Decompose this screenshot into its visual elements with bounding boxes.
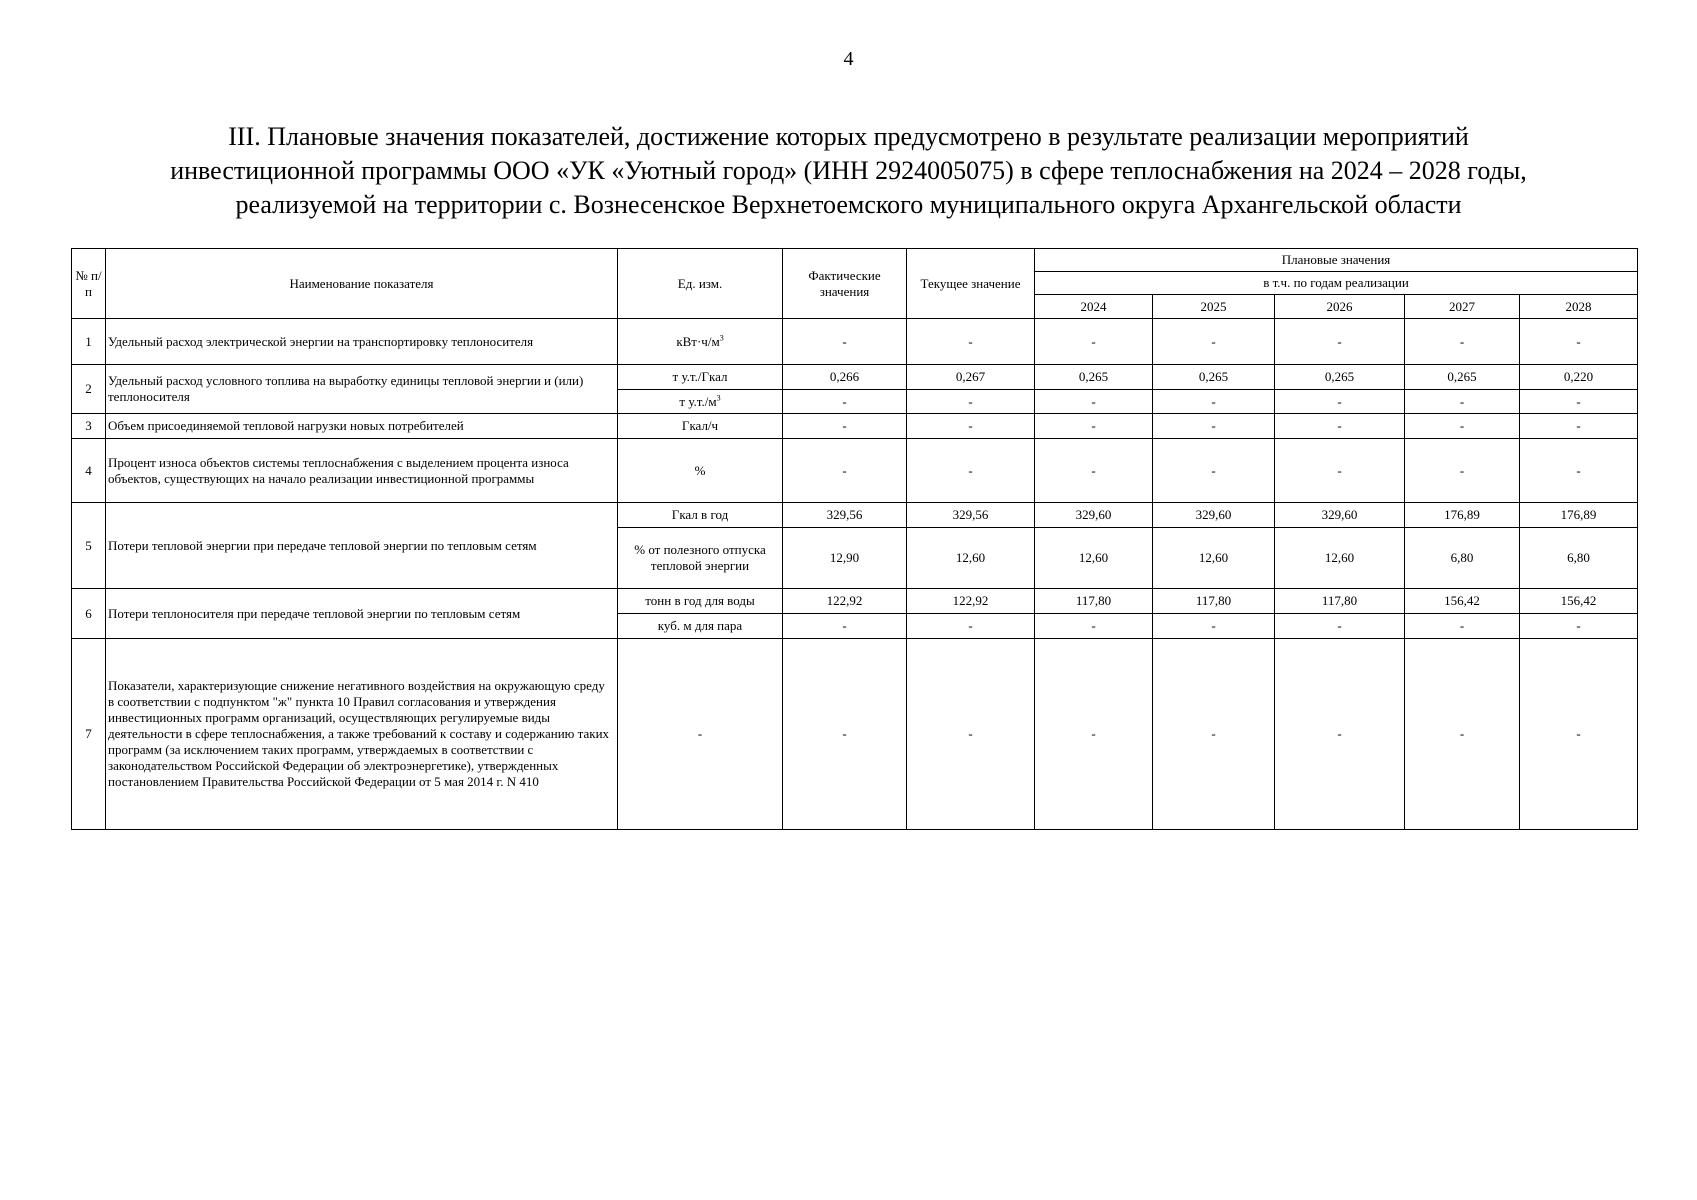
header-actual: Фактические значения	[783, 249, 907, 319]
indicator-name: Объем присоединяемой тепловой нагрузки новых потребителей	[106, 414, 618, 439]
unit-cell	[618, 414, 783, 439]
planned-year-value: 0,265	[1275, 365, 1405, 390]
table-row	[72, 639, 1638, 830]
planned-year-value: -	[1153, 614, 1275, 639]
planned-year-value: -	[1275, 319, 1405, 365]
planned-year-value: -	[1275, 614, 1405, 639]
planned-year-value: -	[1405, 639, 1520, 830]
table-row	[72, 414, 1638, 439]
table-row	[72, 589, 1638, 614]
row-number: 2	[72, 365, 106, 414]
planned-year-value: 176,89	[1405, 503, 1520, 528]
header-unit: Ед. изм.	[618, 249, 783, 319]
planned-year-value: -	[1035, 390, 1153, 414]
unit-text: т у.т./м	[679, 393, 717, 409]
table-row	[72, 503, 1638, 528]
planned-year-value: -	[1035, 614, 1153, 639]
table-row	[72, 319, 1638, 365]
planned-year-value: -	[1035, 414, 1153, 439]
header-num: № п/п	[72, 249, 106, 319]
row-number: 4	[72, 439, 106, 503]
planned-year-value: 156,42	[1520, 589, 1638, 614]
planned-year-value: 117,80	[1275, 589, 1405, 614]
planned-year-value: -	[1275, 639, 1405, 830]
planned-year-value: -	[1405, 414, 1520, 439]
header-year: 2025	[1153, 295, 1275, 319]
unit-cell	[618, 528, 783, 589]
planned-year-value: -	[1520, 614, 1638, 639]
current-value: 122,92	[907, 589, 1035, 614]
planned-year-value: 12,60	[1035, 528, 1153, 589]
planned-year-value: -	[1153, 319, 1275, 365]
row-number: 1	[72, 319, 106, 365]
planned-year-value: -	[1275, 439, 1405, 503]
planned-year-value: 6,80	[1405, 528, 1520, 589]
unit-text: кВт·ч/м	[676, 333, 720, 349]
planned-year-value: 117,80	[1153, 589, 1275, 614]
unit-text: % от полезного отпуска тепловой энергии	[634, 542, 766, 573]
unit-cell	[618, 589, 783, 614]
current-value: -	[907, 614, 1035, 639]
table-row	[72, 365, 1638, 390]
actual-value: 122,92	[783, 589, 907, 614]
planned-year-value: -	[1035, 439, 1153, 503]
unit-cell	[618, 503, 783, 528]
unit-superscript: 3	[719, 333, 724, 343]
planned-year-value: -	[1405, 614, 1520, 639]
actual-value: 0,266	[783, 365, 907, 390]
unit-cell	[618, 365, 783, 390]
indicator-name: Потери тепловой энергии при передаче тепловой энергии по тепловым сетям	[106, 503, 618, 589]
unit-text: %	[694, 462, 706, 478]
planned-year-value: 117,80	[1035, 589, 1153, 614]
unit-text: -	[697, 726, 703, 741]
title-line-2: инвестиционной программы ООО «УК «Уютный город» (ИНН 2924005075) в сфере теплоснабжения на 2024 – 2028 годы,	[170, 156, 1527, 185]
actual-value: 329,56	[783, 503, 907, 528]
unit-cell	[618, 439, 783, 503]
planned-year-value: 329,60	[1153, 503, 1275, 528]
unit-text: Гкал в год	[671, 507, 729, 522]
current-value: 12,60	[907, 528, 1035, 589]
unit-cell	[618, 319, 783, 365]
header-year: 2026	[1275, 295, 1405, 319]
planned-year-value: -	[1520, 439, 1638, 503]
planned-year-value: -	[1405, 319, 1520, 365]
indicator-name: Потери теплоносителя при передаче тепловой энергии по тепловым сетям	[106, 589, 618, 639]
header-name: Наименование показателя	[106, 249, 618, 319]
unit-cell	[618, 390, 783, 414]
actual-value: -	[783, 439, 907, 503]
planned-year-value: -	[1520, 319, 1638, 365]
planned-year-value: -	[1035, 319, 1153, 365]
header-year: 2024	[1035, 295, 1153, 319]
indicator-name: Показатели, характеризующие снижение негативного воздействия на окружающую среду в соответствии с подпунктом "ж" пункта 10 Правил согласования и утверждения инвестиционных программ организаций, осуществляющих регулируемые виды деятельности в сфере теплоснабжения, а также требований к составу и содержанию таких программ (за исключением таких программ, утверждаемых в соответствии с законодательством Российской Федерации об электроэнергетике), утвержденных постановлением Правительства Российской Федерации от 5 мая 2014 г. N 410	[106, 639, 618, 830]
actual-value: -	[783, 414, 907, 439]
planned-year-value: 329,60	[1035, 503, 1153, 528]
table-row	[72, 439, 1638, 503]
planned-year-value: -	[1520, 414, 1638, 439]
unit-text: т у.т./Гкал	[672, 369, 728, 384]
header-planned: Плановые значения	[1035, 249, 1638, 272]
planned-year-value: -	[1153, 439, 1275, 503]
unit-superscript: 3	[716, 393, 721, 403]
unit-cell	[618, 614, 783, 639]
unit-text: куб. м для пара	[657, 618, 743, 633]
planned-year-value: 329,60	[1275, 503, 1405, 528]
planned-year-value: 12,60	[1153, 528, 1275, 589]
indicators-table	[71, 248, 1638, 830]
current-value: -	[907, 414, 1035, 439]
current-value: -	[907, 639, 1035, 830]
planned-year-value: -	[1520, 639, 1638, 830]
planned-year-value: 176,89	[1520, 503, 1638, 528]
planned-year-value: 0,265	[1153, 365, 1275, 390]
planned-year-value: 0,265	[1035, 365, 1153, 390]
current-value: -	[907, 319, 1035, 365]
actual-value: -	[783, 639, 907, 830]
indicator-name: Удельный расход условного топлива на выработку единицы тепловой энергии и (или) теплоносителя	[106, 365, 618, 414]
indicator-name: Процент износа объектов системы теплоснабжения с выделением процента износа объектов, существующих на начало реализации инвестиционной программы	[106, 439, 618, 503]
actual-value: -	[783, 614, 907, 639]
header-by-years: в т.ч. по годам реализации	[1035, 272, 1638, 295]
current-value: 0,267	[907, 365, 1035, 390]
page-number: 4	[843, 48, 854, 70]
unit-cell	[618, 639, 783, 830]
document-title	[80, 120, 1617, 222]
unit-text: Гкал/ч	[681, 418, 719, 433]
planned-year-value: -	[1275, 390, 1405, 414]
row-number: 6	[72, 589, 106, 639]
header-year: 2027	[1405, 295, 1520, 319]
current-value: -	[907, 390, 1035, 414]
row-number: 7	[72, 639, 106, 830]
header-year: 2028	[1520, 295, 1638, 319]
row-number: 5	[72, 503, 106, 589]
planned-year-value: 12,60	[1275, 528, 1405, 589]
planned-year-value: -	[1153, 639, 1275, 830]
header-current: Текущее значение	[907, 249, 1035, 319]
planned-year-value: -	[1520, 390, 1638, 414]
planned-year-value: -	[1405, 439, 1520, 503]
planned-year-value: -	[1153, 414, 1275, 439]
current-value: 329,56	[907, 503, 1035, 528]
planned-year-value: 0,265	[1405, 365, 1520, 390]
title-line-3: реализуемой на территории с. Вознесенское Верхнетоемского муниципального округа Архангельской области	[235, 190, 1462, 219]
actual-value: 12,90	[783, 528, 907, 589]
indicator-name: Удельный расход электрической энергии на транспортировку теплоносителя	[106, 319, 618, 365]
unit-text: тонн в год для воды	[645, 593, 755, 608]
actual-value: -	[783, 319, 907, 365]
planned-year-value: 0,220	[1520, 365, 1638, 390]
planned-year-value: -	[1035, 639, 1153, 830]
planned-year-value: -	[1153, 390, 1275, 414]
current-value: -	[907, 439, 1035, 503]
planned-year-value: -	[1275, 414, 1405, 439]
planned-year-value: 6,80	[1520, 528, 1638, 589]
actual-value: -	[783, 390, 907, 414]
title-line-1: III. Плановые значения показателей, достижение которых предусмотрено в результате реализации мероприятий	[228, 122, 1469, 151]
row-number: 3	[72, 414, 106, 439]
planned-year-value: -	[1405, 390, 1520, 414]
planned-year-value: 156,42	[1405, 589, 1520, 614]
